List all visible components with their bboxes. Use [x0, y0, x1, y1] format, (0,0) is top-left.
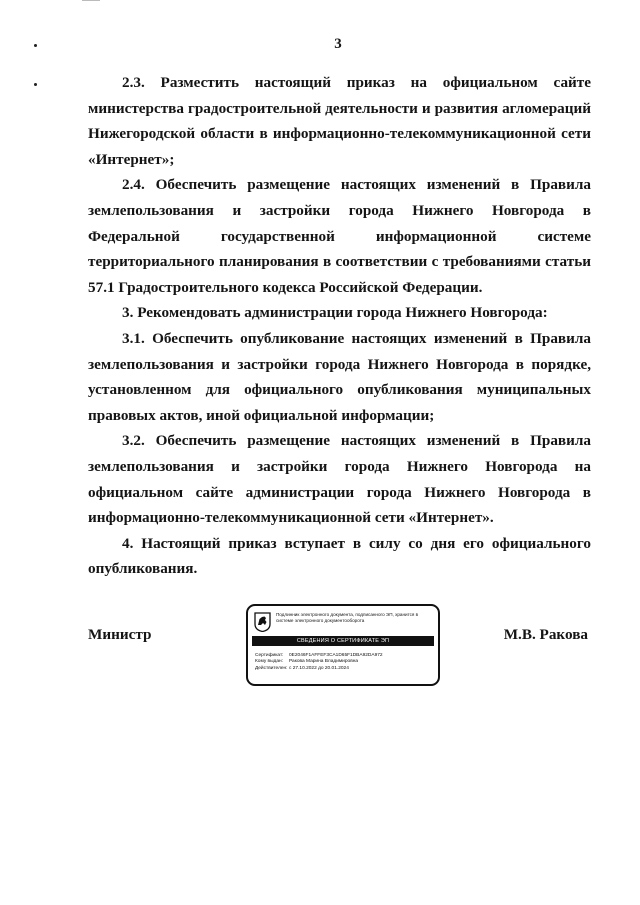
stamp-details	[255, 653, 433, 672]
signer-title: Министр	[88, 626, 152, 643]
paragraph-3-2: 3.2. Обеспечить размещение настоящих изменений в Правила землепользования и застройки города Нижнего Новгорода на официальном сайте администрации города Нижнего Новгорода в информационно-телекоммуникационной сети «Интернет».	[88, 432, 591, 527]
valid-label: Действителен:	[255, 665, 288, 671]
certificate-value: 0E2046F1AFFEF3CA1D65F1DBA92DA972	[289, 653, 383, 658]
stamp-header-text: Подлинник электронного документа, подписанного ЭП, хранится в системе электронного документооборота	[276, 612, 419, 623]
paragraph-2-3: 2.3. Разместить настоящий приказ на официальном сайте министерства градостроительной деятельности и развития агломераций Нижегородской области в информационно-телекоммуникационной сети «Интернет»;	[88, 74, 591, 168]
scan-artifact	[82, 0, 100, 1]
stamp-row-valid	[255, 666, 433, 672]
valid-value: с 27.10.2022 до 20.01.2024	[289, 665, 349, 671]
issued-to-value: Ракова Марина Владимировна	[289, 659, 359, 665]
coat-of-arms-icon	[254, 612, 271, 632]
certificate-label: Сертификат:	[255, 653, 284, 658]
page-number: 3	[334, 36, 342, 52]
paragraph-4: 4. Настоящий приказ вступает в силу со дня его официального опубликования.	[88, 534, 591, 578]
scan-dot	[34, 83, 37, 86]
issued-to-label: Кому выдан:	[255, 659, 283, 665]
signer-name: М.В. Ракова	[503, 626, 588, 643]
electronic-signature-stamp	[246, 604, 440, 686]
paragraph-2-4: 2.4. Обеспечить размещение настоящих изменений в Правила землепользования и застройки города Нижнего Новгорода в Федеральной государственной информационной системе территориального планирования в соответствии с требованиями статьи 57.1 Градостроительного кодекса Российской Федерации.	[88, 176, 591, 296]
paragraph-3: 3. Рекомендовать администрации города Нижнего Новгорода:	[122, 304, 548, 322]
stamp-certificate-bar: СВЕДЕНИЯ О СЕРТИФИКАТЕ ЭП	[252, 636, 434, 646]
paragraph-3-1: 3.1. Обеспечить опубликование настоящих изменений в Правила землепользования и застройки города Нижнего Новгорода в порядке, установленном для официального опубликования муниципальных правовых актов, иной официальной информации;	[88, 329, 591, 424]
document-body	[88, 70, 591, 582]
